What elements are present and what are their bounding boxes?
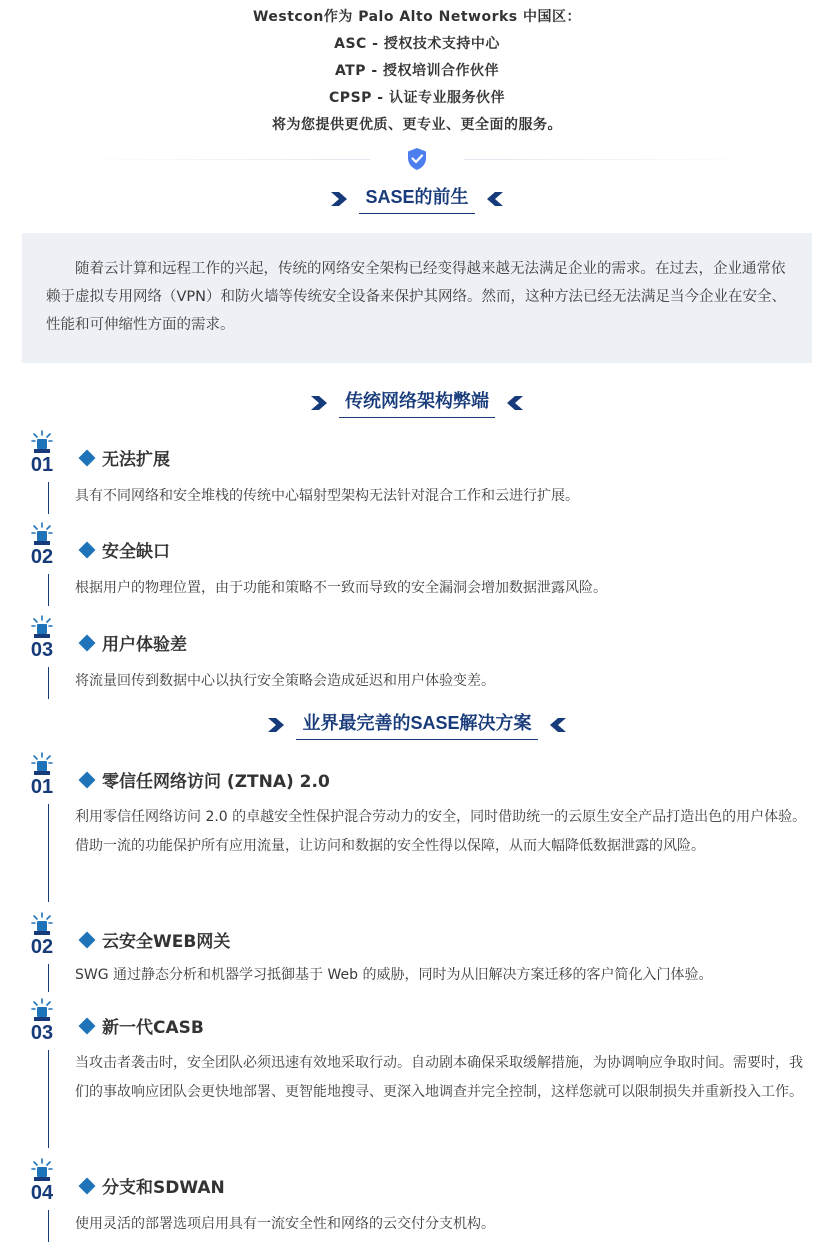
item-heading [78, 630, 187, 655]
item-number: 02 [30, 546, 54, 568]
diamond-bullet-icon [79, 634, 96, 651]
list-item [0, 430, 834, 515]
intro-line: 将为您提供更优质、更专业、更全面的服务。 [272, 117, 562, 133]
intro-line: ASC - 授权技术支持中心 [334, 36, 500, 52]
chevron-right-icon [329, 191, 351, 207]
item-number: 04 [30, 1182, 54, 1204]
chevron-right-icon [309, 395, 331, 411]
item-number: 03 [30, 639, 54, 661]
section-title-text: SASE的前生 [359, 184, 474, 214]
alarm-beacon-icon [30, 615, 54, 639]
shield-check-icon [404, 146, 430, 172]
item-heading-text: 无法扩展 [102, 450, 170, 470]
section-title-sase-solution [0, 708, 834, 742]
section-title-traditional-drawbacks [0, 386, 834, 420]
section-title-text: 传统网络架构弊端 [339, 388, 495, 418]
diamond-bullet-icon [79, 1177, 96, 1194]
divider-line-right [464, 159, 764, 160]
alarm-beacon-icon [30, 430, 54, 454]
chevron-right-icon [266, 717, 288, 733]
item-heading [78, 767, 330, 792]
item-body: 利用零信任网络访问 2.0 的卓越安全性保护混合劳动力的安全，同时借助统一的云原生安全产品打造出色的用户体验。借助一流的功能保护所有应用流量，让访问和数据的安全性得以保障，从而大幅降低数据泄露的风险。 [75, 809, 807, 854]
alarm-beacon-icon [30, 998, 54, 1022]
timeline-line [48, 1210, 49, 1242]
item-body: 当攻击者袭击时，安全团队必须迅速有效地采取行动。自动剧本确保采取缓解措施，为协调响应争取时间。需要时，我们的事故响应团队会更快地部署、更智能地搜寻、更深入地调查并完全控制，这样您就可以限制损失并重新投入工作。 [75, 1055, 803, 1100]
intro-line: Westcon作为 Palo Alto Networks 中国区： [252, 9, 582, 25]
alarm-beacon-icon [30, 752, 54, 776]
item-heading-text: 云安全WEB网关 [102, 932, 231, 952]
description-box [22, 233, 812, 363]
item-body: 将流量回传到数据中心以执行安全策略会造成延迟和用户体验变差。 [75, 673, 495, 689]
list-item [0, 912, 834, 992]
chevron-left-icon [483, 191, 505, 207]
item-number: 02 [30, 936, 54, 958]
item-heading [78, 927, 230, 952]
diamond-bullet-icon [79, 1017, 96, 1034]
timeline-line [48, 1050, 49, 1148]
item-heading [78, 1013, 204, 1038]
item-body: 使用灵活的部署选项启用具有一流安全性和网络的云交付分支机构。 [75, 1216, 495, 1232]
chevron-left-icon [546, 717, 568, 733]
item-heading-text: 分支和SDWAN [102, 1178, 225, 1198]
timeline-line [48, 482, 49, 514]
timeline-line [48, 964, 49, 992]
alarm-beacon-icon [30, 1158, 54, 1182]
item-heading [78, 445, 170, 470]
list-item [0, 615, 834, 700]
diamond-bullet-icon [79, 541, 96, 558]
diamond-bullet-icon [79, 449, 96, 466]
item-body: 根据用户的物理位置，由于功能和策略不一致而导致的安全漏洞会增加数据泄露风险。 [75, 580, 607, 596]
section-title-text: 业界最完善的SASE解决方案 [296, 710, 537, 740]
chevron-left-icon [503, 395, 525, 411]
item-heading-text: 用户体验差 [102, 635, 187, 655]
description-text: 随着云计算和远程工作的兴起，传统的网络安全架构已经变得越来越无法满足企业的需求。在过去，企业通常依赖于虚拟专用网络（VPN）和防火墙等传统安全设备来保护其网络。然而，这种方法已经无法满足当今企业在安全、性能和可伸缩性方面的需求。 [46, 261, 787, 333]
intro-line: ATP - 授权培训合作伙伴 [334, 63, 500, 79]
diamond-bullet-icon [79, 771, 96, 788]
item-heading [78, 1173, 225, 1198]
intro-line: CPSP - 认证专业服务伙伴 [329, 90, 505, 106]
item-number: 03 [30, 1022, 54, 1044]
list-item [0, 522, 834, 607]
timeline-line [48, 804, 49, 902]
divider [70, 146, 764, 172]
alarm-beacon-icon [30, 522, 54, 546]
diamond-bullet-icon [79, 931, 96, 948]
list-item [0, 752, 834, 904]
alarm-beacon-icon [30, 912, 54, 936]
timeline-line [48, 574, 49, 606]
item-body: 具有不同网络和安全堆栈的传统中心辐射型架构无法针对混合工作和云进行扩展。 [75, 488, 579, 504]
item-heading-text: 新一代CASB [102, 1018, 204, 1038]
item-heading [78, 537, 170, 562]
item-heading-text: 零信任网络访问 (ZTNA) 2.0 [102, 772, 330, 792]
timeline-line [48, 667, 49, 699]
divider-line-left [70, 159, 370, 160]
item-body: SWG 通过静态分析和机器学习抵御基于 Web 的威胁，同时为从旧解决方案迁移的客户简化入门体验。 [75, 967, 713, 983]
list-item [0, 1158, 834, 1247]
list-item [0, 998, 834, 1150]
section-title-sase-origin [0, 182, 834, 216]
item-number: 01 [30, 776, 54, 798]
intro-block [0, 4, 834, 139]
item-heading-text: 安全缺口 [102, 542, 170, 562]
item-number: 01 [30, 454, 54, 476]
